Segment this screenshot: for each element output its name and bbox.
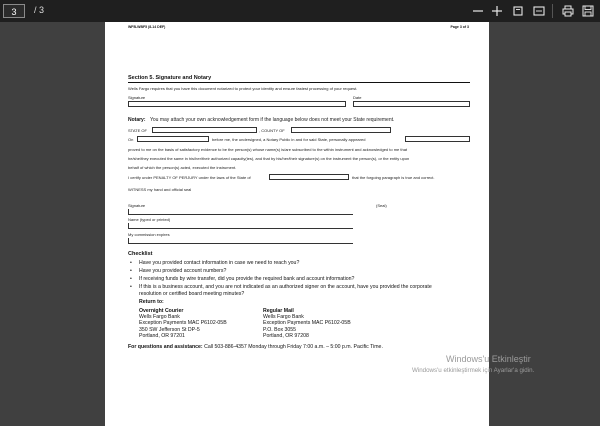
regular-line: Wells Fargo Bank — [263, 314, 304, 321]
overnight-line: 350 SW Jefferson St DP-5 — [139, 326, 200, 333]
checklist-item-continued: resolution or certified board meeting minutes? — [139, 291, 245, 297]
overnight-address — [139, 308, 227, 339]
date-field[interactable] — [353, 101, 470, 107]
zoom-in-icon[interactable] — [489, 3, 505, 19]
checklist-item: Have you provided account numbers? — [139, 268, 227, 274]
questions-assistance — [128, 344, 383, 350]
state-of-label: STATE OF — [128, 128, 147, 133]
county-of-label: , COUNTY OF — [259, 128, 285, 133]
checklist-item: Have you provided contact information in case we need to reach you? — [139, 260, 300, 266]
regular-line: Portland, OR 97208 — [263, 332, 309, 339]
print-icon[interactable] — [560, 3, 576, 19]
witness-text: WITNESS my hand and official seal — [128, 187, 192, 192]
regular-line: P.O. Box 3055 — [263, 326, 297, 333]
qa-label: For questions and assistance: — [128, 344, 203, 350]
certify-tail-text: that the forgoing paragraph is true and correct. — [352, 175, 435, 180]
proved-text: proved to me on the basis of satisfactory evidence to be the person(s) whose name(s) is/are subscribed to the within instrument and acknowledged to me that — [128, 147, 408, 152]
notary-title: Notary: — [128, 117, 146, 123]
page-total-label: / 3 — [34, 5, 45, 15]
overnight-title: Overnight Courier — [139, 308, 184, 314]
regular-title: Regular Mail — [263, 308, 294, 314]
document-page — [105, 22, 489, 426]
overnight-line: Portland, OR 97201 — [139, 332, 185, 339]
signature-field[interactable] — [128, 101, 346, 107]
save-icon[interactable] — [580, 3, 596, 19]
notary-signature-field[interactable] — [128, 209, 353, 215]
date-label: Date — [353, 95, 362, 100]
viewer-toolbar — [0, 0, 600, 22]
section-title: Section 5. Signature and Notary — [128, 75, 212, 81]
checklist-item: If this is a business account, and you are not indicated as an authorized signer on the account, have you provided the corporate — [139, 284, 432, 290]
doc-page-indicator: Page 3 of 3 — [450, 25, 469, 29]
behalf-text: behalf of which the person(s) acted, executed the instrument. — [128, 165, 237, 170]
signature-label: Signature — [128, 95, 146, 100]
bullet-icon: • — [130, 276, 132, 282]
certify-text: I certify under PENALTY OF PERJURY under the laws of the State of — [128, 175, 251, 180]
view-mode-icon[interactable] — [531, 3, 547, 19]
activation-watermark-title: Windows'u Etkinleştir — [446, 354, 531, 364]
bullet-icon: • — [130, 268, 132, 274]
regular-mail-address — [263, 308, 351, 339]
activation-watermark-subtitle: Windows'u etkinleştirmek için Ayarlar'a gidin. — [412, 367, 535, 374]
commission-label: My commission expires — [128, 232, 170, 237]
notary-intro: You may attach your own acknowledgement form if the language below does not meet your State requirement. — [150, 117, 395, 123]
county-field[interactable] — [291, 127, 391, 133]
checklist-title: Checklist — [128, 251, 153, 257]
checklist-item: If receiving funds by wire transfer, did you provide the required bank and account information? — [139, 276, 355, 282]
toolbar-divider — [552, 4, 553, 18]
state-field[interactable] — [152, 127, 257, 133]
fit-page-icon[interactable] — [510, 3, 526, 19]
return-to-label: Return to: — [139, 299, 164, 305]
certify-state-field[interactable] — [269, 174, 349, 180]
bullet-icon: • — [130, 260, 132, 266]
name-printed-field[interactable] — [128, 223, 353, 229]
regular-line: Exception Payments MAC P6102-05B — [263, 320, 351, 327]
section-rule — [128, 82, 470, 83]
commission-field[interactable] — [128, 238, 353, 244]
page-number-input[interactable]: 3 — [3, 4, 25, 18]
seal-label: (Seal) — [376, 203, 387, 208]
overnight-line: Wells Fargo Bank — [139, 314, 180, 321]
before-me-text: before me, the undersigned, a Notary Public in and for said State, personally appeared — [212, 137, 366, 142]
appeared-name-field[interactable] — [405, 136, 470, 142]
doc-form-code: WFB-WBF5 (8-14 DEF) — [128, 25, 166, 29]
section-intro: Wells Fargo requires that you have this document notarized to protect your identity and ensure fastest processing of your request. — [128, 86, 358, 91]
notary-signature-label: Signature — [128, 203, 146, 208]
name-printed-label: Name (typed or printed) — [128, 217, 171, 222]
qa-text: Call 503-886-4357 Monday through Friday 7:00 a.m. – 5:00 p.m. Pacific Time. — [202, 344, 383, 350]
zoom-out-icon[interactable] — [470, 3, 486, 19]
notary-date-field[interactable] — [137, 136, 209, 142]
overnight-line: Exception Payments MAC P6102-05B — [139, 320, 227, 327]
executed-text: he/she/they executed the same in his/her/their authorized capacity(ies), and that by his/her/their signature(s) on the instrument the person(s), or the entity upon — [128, 156, 410, 161]
on-label: On — [128, 137, 134, 142]
bullet-icon: • — [130, 284, 132, 290]
